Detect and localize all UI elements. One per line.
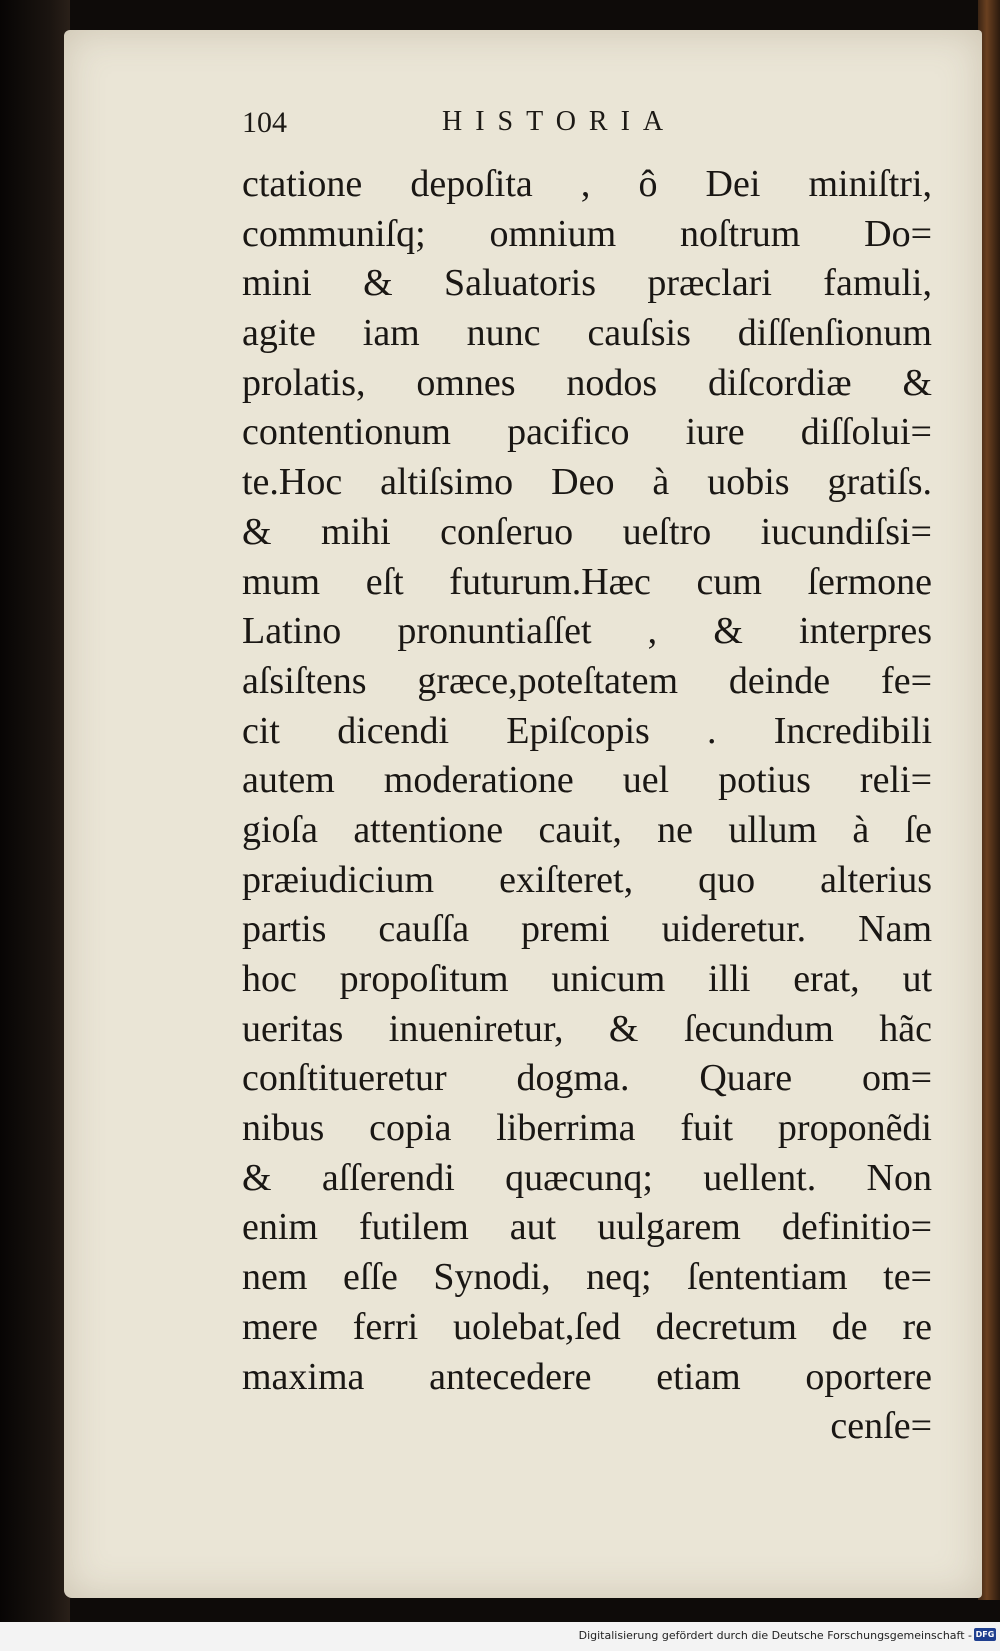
text-line: nibus copia liberrima fuit proponẽdi xyxy=(242,1107,932,1150)
book-gutter-shadow xyxy=(0,0,70,1651)
text-line: aſsiſtens græce,poteſtatem deinde fe= xyxy=(242,659,932,702)
text-line: hoc propoſitum unicum illi erat, ut xyxy=(242,958,932,1000)
text-line: autem moderatione uel potius reli= xyxy=(242,759,932,802)
text-line: mum eſt futurum.Hæc cum ſermone xyxy=(242,560,932,603)
text-line: mere ferri uolebat,ſed decretum de re xyxy=(242,1305,932,1348)
page-number: 104 xyxy=(242,106,287,139)
text-line: partis cauſſa premi uideretur. Nam xyxy=(242,908,932,951)
text-line: & aſſerendi quæcunq; uellent. Non xyxy=(242,1156,932,1199)
text-line: Latino pronuntiaſſet , & interpres xyxy=(242,610,932,653)
running-title: HISTORIA xyxy=(442,106,677,137)
footer-bar xyxy=(0,1622,1000,1651)
text-line: cit dicendi Epiſcopis . Incredibili xyxy=(242,709,932,752)
text-line: mini & Saluatoris præclari famuli, xyxy=(242,262,932,305)
text-line: te.Hoc altiſsimo Deo à uobis gratiſs. xyxy=(242,461,932,504)
digitization-credit: Digitalisierung gefördert durch die Deutsche Forschungsgemeinschaft - xyxy=(578,1629,972,1642)
text-line: & mihi conſeruo ueſtro iucundiſsi= xyxy=(242,510,932,553)
dfg-logo-icon: DFG xyxy=(975,1630,995,1639)
text-line: gioſa attentione cauit, ne ullum à ſe xyxy=(242,808,932,851)
text-line: agite iam nunc cauſsis diſſenſionum xyxy=(242,312,932,355)
text-line: nem eſſe Synodi, neq; ſententiam te= xyxy=(242,1256,932,1299)
page-header xyxy=(242,106,722,148)
text-line: præiudicium exiſteret, quo alterius xyxy=(242,858,932,901)
body-text xyxy=(242,160,932,1452)
text-line: contentionum pacifico iure diſſolui= xyxy=(242,411,932,454)
text-line: conſtitueretur dogma. Quare om= xyxy=(242,1057,932,1100)
text-line: maxima antecedere etiam oportere xyxy=(242,1355,932,1398)
text-line: communiſq; omnium noſtrum Do= xyxy=(242,212,932,255)
text-line: ctatione depoſita , ô Dei miniſtri, xyxy=(242,163,932,205)
text-line: ueritas inueniretur, & ſecundum hãc xyxy=(242,1007,932,1050)
text-line: cenſe= xyxy=(830,1405,932,1448)
text-line: enim futilem aut uulgarem definitio= xyxy=(242,1206,932,1249)
text-line: prolatis, omnes nodos diſcordiæ & xyxy=(242,361,932,404)
